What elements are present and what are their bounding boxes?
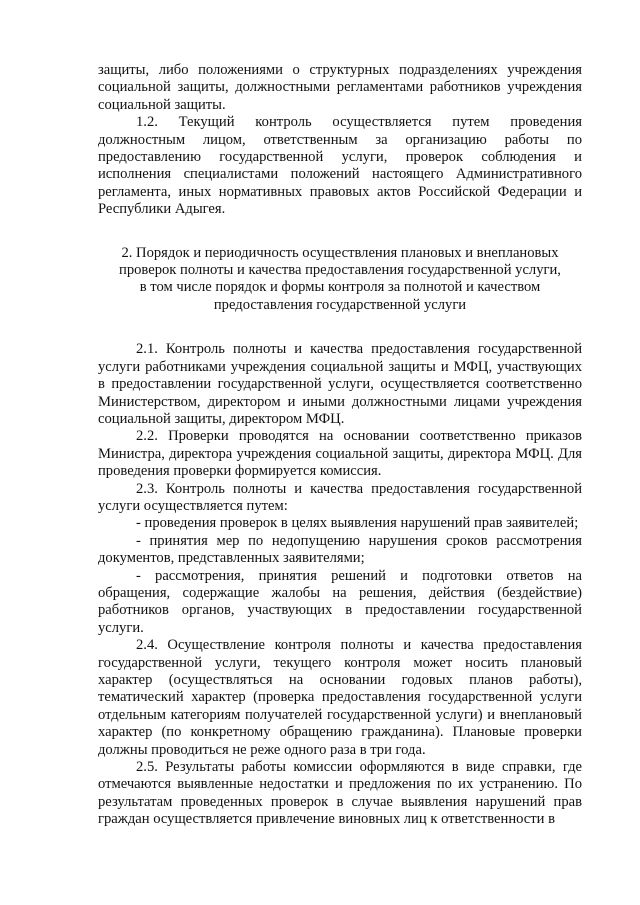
section-heading-line: предоставления государственной услуги (213, 296, 467, 313)
list-item-complaints: - рассмотрения, принятия решений и подготовки ответов на обращения, содержащие жалобы на решения, действия (бездействие) работников органов, участвующих в предоставлении государственной услуги. (98, 567, 582, 636)
paragraph-2-3: 2.3. Контроль полноты и качества предоставления государственной услуги осуществляется путем: (98, 480, 582, 514)
paragraph-2-5: 2.5. Результаты работы комиссии оформляются в виде справки, где отмечаются выявленные недостатки и предложения по их устранению. По результатам проведенных проверок в случае выявления нарушений прав граждан осуществляется привлечение виновных лиц к ответственности в (98, 759, 582, 828)
paragraph-1-2: 1.2. Текущий контроль осуществляется путем проведения должностным лицом, ответственным за организацию работы по предоставлению государственной услуги, проверок соблюдения и исполнения специалистами положений настоящего Административного регламента, иных нормативных правовых актов Российской Федерации и Республики Адыгея. (98, 114, 582, 218)
document-body (98, 62, 582, 829)
section-heading-line: проверок полноты и качества предоставления государственной услуги, (119, 262, 561, 279)
paragraph-continuation: защиты, либо положениями о структурных подразделениях учреждения социальной защиты, должностными регламентами работников учреждения социальной защиты. (98, 62, 582, 113)
section-heading (98, 245, 582, 315)
paragraph-2-1: 2.1. Контроль полноты и качества предоставления государственной услуги работниками учреждения социальной защиты и МФЦ, участвующих в предоставлении государственной услуги, осуществляется соответственно Министерством, директором и иными должностными лицами учреждения социальной защиты, директором МФЦ. (98, 341, 582, 427)
paragraph-2-4: 2.4. Осуществление контроля полноты и качества предоставления государственной услуги, текущего контроля может носить плановый характер (осуществляться на основании годовых планов работы), тематический характер (проверка предоставления государственной услуги отдельным категориям получателей государственной услуги) и внеплановый характер (по конкретному обращению гражданина). Плановые проверки должны проводиться не реже одного раза в три года. (98, 637, 582, 758)
paragraph-2-2: 2.2. Проверки проводятся на основании соответственно приказов Министра, директора учреждения социальной защиты, директора МФЦ. Для проведения проверки формируется комиссия. (98, 428, 582, 480)
section-heading-line: в том числе порядок и формы контроля за полнотой и качеством (139, 279, 541, 296)
section-heading-line: 2. Порядок и периодичность осуществления плановых и внеплановых (121, 244, 559, 261)
list-item-deadlines: - принятия мер по недопущению нарушения сроков рассмотрения документов, представленных заявителями; (98, 532, 582, 567)
list-item-checks: - проведения проверок в целях выявления нарушений прав заявителей; (136, 515, 579, 532)
spacer (98, 314, 582, 341)
